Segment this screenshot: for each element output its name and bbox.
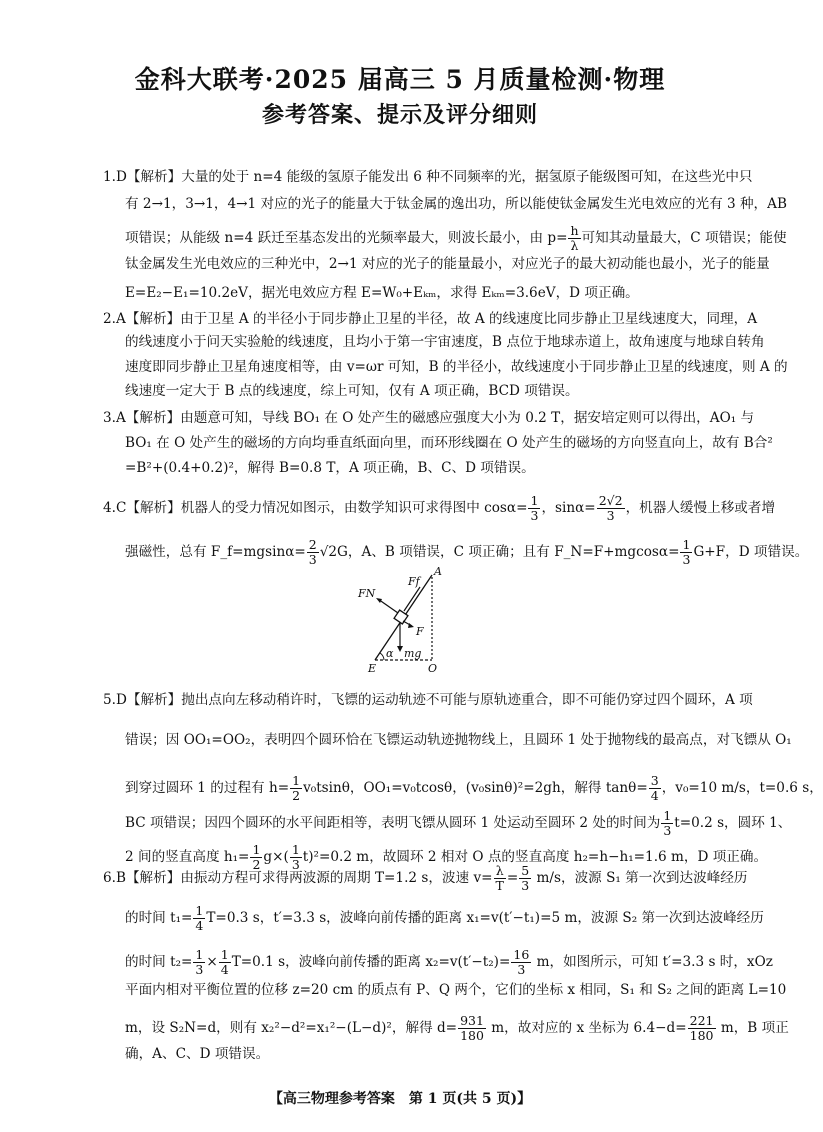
answer-5-line (125, 842, 768, 872)
answer-6-line (125, 903, 764, 933)
text-segment: 6.B【解析】由振动方程可求得两波源的周期 T=1.2 s，波速 v= (103, 870, 493, 886)
fraction (290, 774, 302, 803)
text-segment: 线速度一定大于 B 点的线速度，综上可知，仅有 A 项正确，BCD 项错误。 (125, 383, 579, 399)
page-subtitle: 参考答案、提示及评分细则 (261, 102, 538, 128)
denominator: 3 (682, 552, 691, 567)
denominator: 3 (517, 962, 526, 977)
denominator: 3 (308, 552, 317, 567)
text-segment: 项错误；从能级 n=4 跃迁至基态发出的光频率最大，则波长最小，由 p= (125, 230, 568, 246)
text-segment: 3.A【解析】由题意可知，导线 BO₁ 在 O 处产生的磁感应强度大小为 0.2 T，据安培定则可以得出，AO₁ 与 (103, 410, 755, 426)
numerator: 1 (530, 493, 539, 508)
text-segment: ，sinα= (541, 500, 596, 516)
answer-2-line (125, 333, 765, 351)
fraction (680, 538, 692, 567)
answer-1-line (125, 223, 787, 253)
label-mg: mg (404, 647, 422, 660)
text-segment: T=0.1 s，波峰向前传播的距离 x₂=v(t′−t₂)= (231, 954, 511, 970)
numerator: 931 (460, 1013, 484, 1028)
text-segment: 到穿过圆环 1 的过程有 h= (125, 780, 290, 796)
text-segment: × (206, 954, 218, 970)
numerator: 5 (521, 863, 530, 878)
numerator: 3 (650, 773, 659, 788)
label-normal-force: FN (358, 587, 376, 600)
label-F: F (416, 625, 424, 638)
text-segment: m，设 S₂N=d，则有 x₂²−d²=x₁²−(L−d)²，解得 d= (125, 1020, 458, 1036)
fraction (511, 948, 531, 977)
text-segment: 4.C【解析】机器人的受力情况如图示，由数学知识可求得图中 cosα= (103, 500, 528, 516)
answer-1-line (103, 168, 753, 186)
numerator: λ (495, 863, 504, 878)
text-segment: m，B 项正 (716, 1020, 789, 1036)
text-segment: m，故对应的 x 坐标为 6.4−d= (486, 1020, 687, 1036)
normal-force-arrow (378, 599, 398, 613)
fraction (193, 904, 205, 933)
answer-6-line (125, 1045, 269, 1063)
numerator: 2 (308, 537, 317, 552)
numerator: 221 (689, 1013, 714, 1028)
text-segment: ，v₀=10 m/s，t=0.6 s， (661, 780, 823, 796)
denominator: T (495, 878, 504, 893)
text-segment: 强磁性，总有 F_f=mgsinα= (125, 544, 306, 560)
denominator: 3 (521, 878, 530, 893)
gravity-arrowhead (397, 646, 403, 652)
text-segment: E=E₂−E₁=10.2eV，据光电效应方程 E=W₀+Eₖₘ，求得 Eₖₘ=3.6eV，D 项正确。 (125, 285, 639, 301)
answer-1-line (125, 284, 639, 302)
text-segment: √2G，A、B 项错误，C 项正确；且有 F_N=F+mgcosα= (319, 544, 680, 560)
denominator: 3 (291, 857, 300, 872)
normal-force-arrowhead (376, 598, 382, 603)
denominator: λ (570, 238, 579, 253)
answer-2-line (125, 358, 788, 376)
answer-3-line (103, 409, 754, 427)
answer-2-line (103, 310, 757, 328)
text-segment: 有 2→1，3→1，4→1 对应的光子的能量大于钛金属的逸出功，所以能使钛金属发生光电效应的光有 3 种，AB (125, 196, 787, 212)
denominator: 4 (650, 788, 659, 803)
numerator: 1 (252, 842, 261, 857)
denominator: 3 (606, 508, 615, 523)
text-segment: =B²+(0.4+0.2)²，解得 B=0.8 T，A 项正确，B、C、D 项错误。 (125, 460, 535, 476)
answer-3-line (125, 459, 535, 477)
denominator: 4 (220, 962, 229, 977)
answer-6-line (125, 1013, 789, 1043)
text-segment: BC 项错误；因四个圆环的水平间距相等，表明飞镖从圆环 1 处运动至圆环 2 处的时间为 (125, 815, 661, 831)
numerator: 1 (663, 808, 672, 823)
label-O: O (428, 662, 438, 675)
text-segment: 可知其动量最大，C 项错误；能使 (581, 230, 787, 246)
denominator: 3 (195, 962, 204, 977)
fraction (597, 494, 625, 523)
angle-arc (380, 653, 384, 660)
text-segment: t)²=0.2 m，故圆环 2 相对 O 点的竖直高度 h₂=h−h₁=1.6 m，D 项正确。 (302, 849, 768, 865)
text-segment: 速度即同步静止卫星角速度相等，由 v=ωr 可知，B 的半径小，故线速度小于同步静止卫星的线速度，则 A 的 (125, 359, 788, 375)
answer-5-line (125, 808, 792, 838)
fraction (568, 224, 580, 253)
fraction (494, 864, 506, 893)
numerator: 1 (291, 842, 300, 857)
text-segment: 的时间 t₁= (125, 910, 193, 926)
text-segment: g×( (263, 849, 289, 865)
page-title: 金科大联考·2025 届高三 5 月质量检测·物理 (134, 65, 666, 94)
numerator: 2√2 (598, 493, 623, 508)
fraction (193, 948, 205, 977)
magnetic-force-arrowhead (408, 623, 414, 628)
fraction (528, 494, 540, 523)
answer-6-line (125, 947, 773, 977)
answer-6-line (103, 863, 748, 893)
answer-6-line (125, 981, 786, 999)
text-segment: m，如图所示，可知 t′=3.3 s 时，xOz (532, 954, 773, 970)
text-segment: 平面内相对平衡位置的位移 z=20 cm 的质点有 P、Q 两个，它们的坐标 x 相同，S₁ 和 S₂ 之间的距离 L=10 (125, 982, 787, 998)
denominator: 2 (292, 788, 301, 803)
label-friction: Ff (408, 575, 420, 588)
text-segment: 的线速度小于问天实验舱的线速度，且均小于第一宇宙速度，B 点位于地球赤道上，故角速度与地球自转角 (125, 334, 765, 350)
fraction (519, 864, 531, 893)
fraction (219, 948, 231, 977)
denominator: 3 (530, 508, 539, 523)
numerator: 16 (513, 947, 530, 962)
text-segment: 1.D【解析】大量的处于 n=4 能级的氢原子能发出 6 种不同频率的光，据氢原子能级图可知，在这些光中只 (103, 169, 753, 185)
answer-1-line (125, 255, 770, 273)
answer-4-line (103, 493, 776, 523)
text-segment: 2.A【解析】由于卫星 A 的半径小于同步静止卫星的半径，故 A 的线速度比同步静止卫星线速度大，同理，A (103, 311, 758, 327)
text-segment: t=0.2 s，圆环 1、 (674, 815, 792, 831)
text-segment: 错误；因 OO₁=OO₂，表明四个圆环恰在飞镖运动轨迹抛物线上，且圆环 1 处于抛物线的最高点，对飞镖从 O₁ (125, 732, 792, 748)
fraction (307, 538, 319, 567)
text-segment: 2 间的竖直高度 h₁= (125, 849, 250, 865)
fraction (661, 809, 673, 838)
text-segment: G+F，D 项错误。 (693, 544, 809, 560)
numerator: 1 (220, 947, 229, 962)
answer-2-line (125, 382, 579, 400)
denominator: 180 (689, 1028, 714, 1043)
label-E: E (368, 662, 377, 675)
numerator: 1 (292, 773, 301, 788)
text-segment: BO₁ 在 O 处产生的磁场的方向均垂直纸面向里，而环形线圈在 O 处产生的磁场的方向竖直向上，故有 B合² (125, 435, 773, 451)
text-segment: = (506, 870, 519, 886)
answer-1-line (125, 195, 787, 213)
numerator: 1 (682, 537, 691, 552)
denominator: 180 (460, 1028, 484, 1043)
fraction (688, 1014, 716, 1043)
text-segment: 5.D【解析】抛出点向左移动稍许时，飞镖的运动轨迹不可能与原轨迹重合，即不可能仍穿过四个圆环，A 项 (103, 692, 753, 708)
text-segment: v₀tsinθ，OO₁=v₀tcosθ，(v₀sinθ)²=2gh，解得 tanθ= (303, 780, 648, 796)
label-alpha: α (386, 647, 394, 660)
numerator: 1 (195, 903, 204, 918)
denominator: 4 (195, 918, 204, 933)
denominator: 3 (663, 823, 672, 838)
page-footer: 【高三物理参考答案 第 1 页(共 5 页)】 (268, 1091, 532, 1107)
answer-4-line (125, 537, 809, 567)
fraction (458, 1014, 486, 1043)
numerator: h (570, 223, 579, 238)
answer-5-line (125, 773, 823, 803)
answer-3-line (125, 434, 773, 452)
numerator: 1 (195, 947, 204, 962)
text-segment: m/s，波源 S₁ 第一次到达波峰经历 (532, 870, 748, 886)
fraction (649, 774, 661, 803)
text-segment: 的时间 t₂= (125, 954, 193, 970)
force-diagram (340, 565, 460, 675)
label-A: A (434, 565, 442, 578)
text-segment: 钛金属发生光电效应的三种光中，2→1 对应的光子的能量最小，对应光子的最大初动能也最小，光子的能量 (125, 256, 770, 272)
text-segment: T=0.3 s，t′=3.3 s，波峰向前传播的距离 x₁=v(t′−t₁)=5 m，波源 S₂ 第一次到达波峰经历 (206, 910, 764, 926)
friction-arrow (404, 587, 420, 611)
text-segment: ，机器人缓慢上移或者增 (625, 500, 776, 516)
text-segment: 确，A、C、D 项错误。 (125, 1046, 270, 1062)
denominator: 2 (252, 857, 261, 872)
answer-5-line (125, 731, 792, 749)
answer-5-line (103, 691, 753, 709)
